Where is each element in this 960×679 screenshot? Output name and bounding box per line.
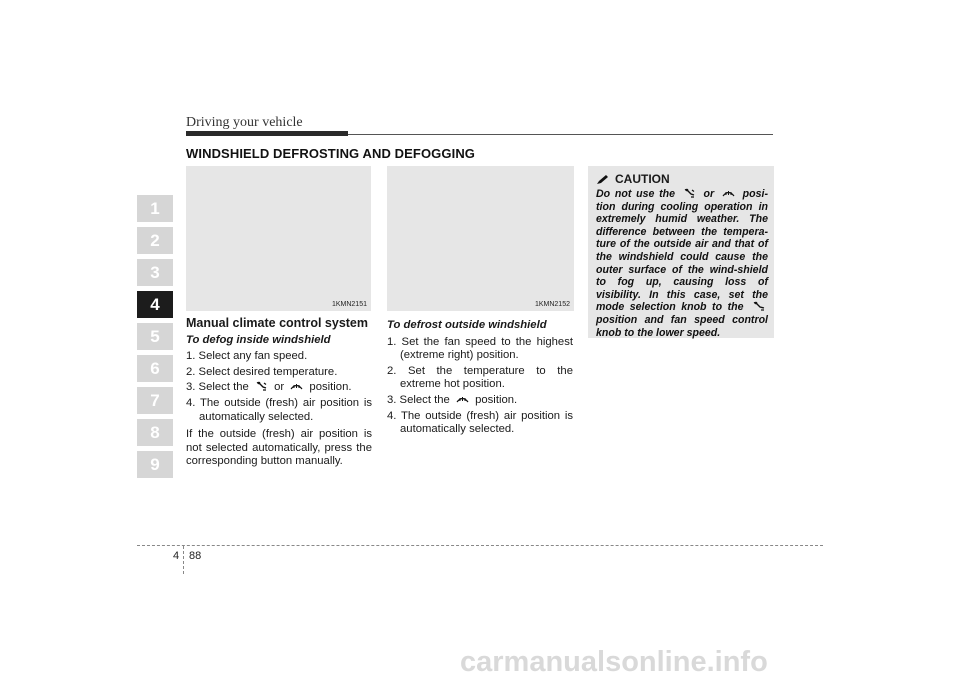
chapter-tab-9[interactable]: 9 [137,451,173,478]
list-item: 2. Select desired temperature. [186,365,338,378]
list-item: 3. Select the position. [387,393,518,406]
list-item: 3. Select the or position. [186,381,352,394]
defrost-icon [290,381,303,391]
watermark: carmanualsonline.info [460,646,768,678]
floor-mode-icon [752,301,765,311]
page-number: 88 [189,550,202,562]
chapter-tab-2[interactable]: 2 [137,227,173,254]
list-item: 4. The outside (fresh) air position is automatically selected. [186,396,372,423]
list-item: 2. Set the temperature to the extreme hot position. [387,364,573,391]
figure-code: 1KMN2151 [331,301,367,308]
chapter-tab-8[interactable]: 8 [137,419,173,446]
floor-defrost-mode-icon [255,381,268,391]
manual-heading: Manual climate control system [186,316,369,330]
footer-rule [137,545,823,546]
defrost-icon [456,394,469,404]
list-item: 1. Select any fan speed. [186,350,308,363]
figure-right [387,166,574,311]
manual-note: If the outside (fresh) air position is not selected automatically, press the corresponding button manually. [186,428,372,468]
figure-left [186,166,371,311]
header-rule-thin [348,134,773,135]
floor-defrost-mode-icon [683,188,696,198]
caution-label: CAUTION [615,172,670,186]
chapter-tabs [137,195,173,483]
chapter-tab-5[interactable]: 5 [137,323,173,350]
pencil-icon [596,174,609,185]
list-item: 1. Set the fan speed to the highest (extreme right) position. [387,335,573,362]
caution-box [588,166,774,338]
chapter-tab-4[interactable]: 4 [137,291,173,318]
header-title: Driving your vehicle [186,115,303,130]
chapter-tab-7[interactable]: 7 [137,387,173,414]
footer-divider [183,546,184,574]
defrost-section [387,317,573,439]
figure-code: 1KMN2152 [534,301,570,308]
defog-title: To defog inside windshield [186,333,331,346]
section-title: WINDSHIELD DEFROSTING AND DEFOGGING [186,146,476,161]
chapter-tab-1[interactable]: 1 [137,195,173,222]
chapter-tab-3[interactable]: 3 [137,259,173,286]
manual-section [186,317,372,469]
list-item: 4. The outside (fresh) air position is automatically selected. [387,409,573,436]
defrost-title: To defrost outside windshield [387,319,547,331]
header-rule [186,131,348,136]
chapter-tab-6[interactable]: 6 [137,355,173,382]
caution-text: Do not use the or posi-tion during cooling operation in extremely humid weather. The difference between the tempera-ture of the outside air and that of the windshield could cause the outer surface of the wind-shield to fog up, causing loss of visibility. In this case, set the mode selection knob to the position and fan speed control knob to the lower speed. [596,188,768,339]
caution-header [596,172,670,186]
defrost-icon [722,188,735,198]
footer-chapter: 4 [173,550,180,562]
